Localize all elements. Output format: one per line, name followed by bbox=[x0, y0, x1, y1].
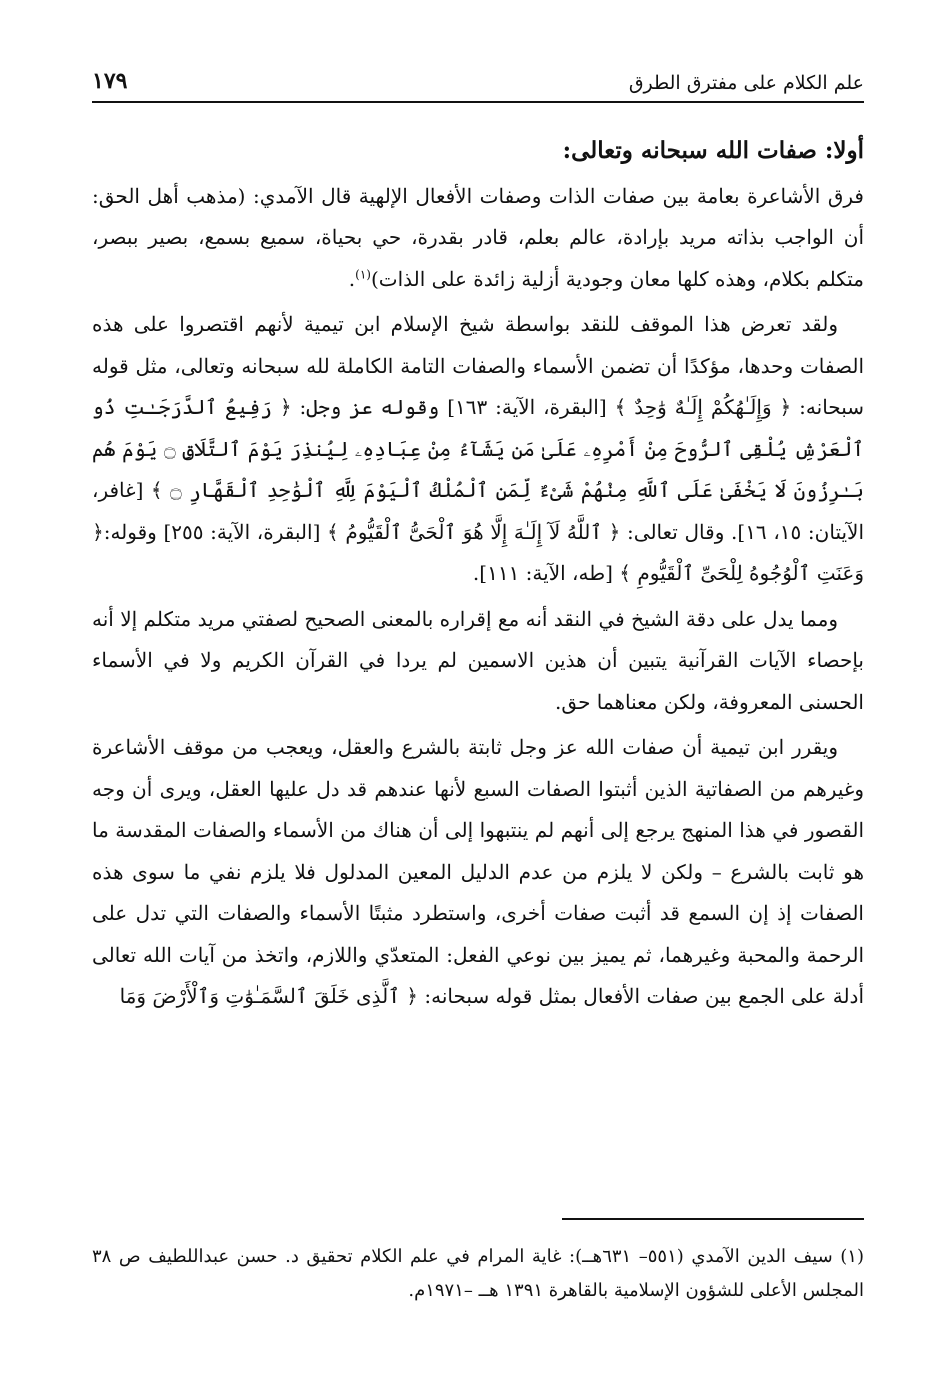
footnote: (١) سيف الدين الآمدي (٥٥١– ٦٣١هــ): غاية المرام في علم الكلام تحقيق د. حسن عبداللطيف ص ٣٨ المجلس الأعلى للشؤون الإسلامية بالقاهرة ١٣٩١ هــ –١٩٧١م. bbox=[92, 1246, 864, 1301]
footnote-marker: (١) bbox=[355, 266, 371, 281]
header-rule bbox=[92, 101, 864, 103]
paragraph-1: فرق الأشاعرة بعامة بين صفات الذات وصفات الأفعال الإلهية قال الآمدي: (مذهب أهل الحق: أن الواجب بذاته مريد بإرادة، عالم بعلم، قادر بقدرة، حي بحياة، سميع بسمع، بصير ببصر، متكلم بكلام، وهذه كلها معان وجودية أزلية زائدة على الذات)$^{(١)}$. bbox=[92, 183, 864, 291]
paragraph-4: ويقرر ابن تيمية أن صفات الله عز وجل ثابتة بالشرع والعقل، ويعجب من موقف الأشاعرة وغيرهم من الصفاتية الذين أثبتوا الصفات السبع لأنها عندهم قد دل عليها العقل، ويرى أن وجه القصور في هذا المنهج يرجع إلى أنهم لم ينتبهوا إلى أن هناك من الأسماء والصفات المقدسة ما هو ثابت بالشرع – ولكن لا يلزم من عدم الدليل المعين المدلول فلا يلزم نفي ما سوى هذه الصفات إذ إن السمع قد أثبت صفات أخرى، واستطرد مثبتًا الأسماء والصفات التي تدل على الرحمة والمحبة وغيرهما، ثم يميز بين نوعي الفعل: المتعدّي واللازم، واتخذ من آيات الله تعالى أدلة على الجمع بين صفات الأفعال بمثل قوله سبحانه: ﴿ ٱلَّذِى خَلَقَ ٱلسَّمَـٰوَٰتِ وَٱلْأَرْضَ وَمَا bbox=[92, 735, 864, 1008]
paragraph-3: ومما يدل على دقة الشيخ في النقد أنه مع إقراره بالمعنى الصحيح لصفتي مريد متكلم إلا أنه بإحصاء الآيات القرآنية يتبين أن هذين الاسمين لم يردا في القرآن الكريم ولا في الأسماء الحسنى المعروفة، ولكن معناهما حق. bbox=[92, 606, 864, 714]
running-header bbox=[92, 66, 864, 100]
page-number: ١٧٩ bbox=[92, 68, 128, 94]
main-text bbox=[92, 130, 864, 1022]
paragraph-1-text: فرق الأشاعرة بعامة بين صفات الذات وصفات الأفعال الإلهية قال الآمدي: (مذهب أهل الحق: أن الواجب بذاته مريد بإرادة، عالم بعلم، قادر بقدرة، حي بحياة، سميع بسمع، بصير ببصر، متكلم بكلام، وهذه كلها معان وجودية أزلية زائدة على الذات) bbox=[92, 183, 864, 291]
running-title: علم الكلام على مفترق الطرق bbox=[628, 72, 864, 94]
footnote-separator bbox=[562, 1218, 864, 1220]
section-heading: أولا: صفات الله سبحانه وتعالى: bbox=[562, 137, 864, 164]
paragraph-2: ولقد تعرض هذا الموقف للنقد بواسطة شيخ الإسلام ابن تيمية لأنهم اقتصروا على هذه الصفات وحدها، مؤكدًا أن تضمن الأسماء والصفات التامة الكاملة لله سبحانه وتعالى، مثل قوله سبحانه: ﴿ وَإِلَـٰهُكُمْ إِلَـٰهٌ وَٰحِدٌ ﴾ [البقرة، الآية: ١٦٣] وقوله عز وجل: ﴿ رَفِيعُ ٱلدَّرَجَـٰتِ ذُو ٱلْعَرْشِ يُلْقِى ٱلرُّوحَ مِنْ أَمْرِهِۦ عَلَىٰ مَن يَشَآءُ مِنْ عِبَادِهِۦ لِيُنذِرَ يَوْمَ ٱلتَّلَاقِ ۝ يَوْمَ هُم بَـٰرِزُونَ لَا يَخْفَىٰ عَلَى ٱللَّهِ مِنْهُمْ شَىْءٌ لِّمَنِ ٱلْمُلْكُ ٱلْيَوْمَ لِلَّهِ ٱلْوَٰحِدِ ٱلْقَهَّارِ ۝ ﴾ [غافر، الآيتان: ١٥، ١٦]. وقال تعالى: ﴿ ٱللَّهُ لَآ إِلَـٰهَ إِلَّا هُوَ ٱلْحَىُّ ٱلْقَيُّومُ ﴾ [البقرة، الآية: ٢٥٥] وقوله:﴿ وَعَنَتِ ٱلْوُجُوهُ لِلْحَىِّ ٱلْقَيُّومِ ﴾ [طه، الآية: ١١١]. bbox=[92, 312, 865, 585]
